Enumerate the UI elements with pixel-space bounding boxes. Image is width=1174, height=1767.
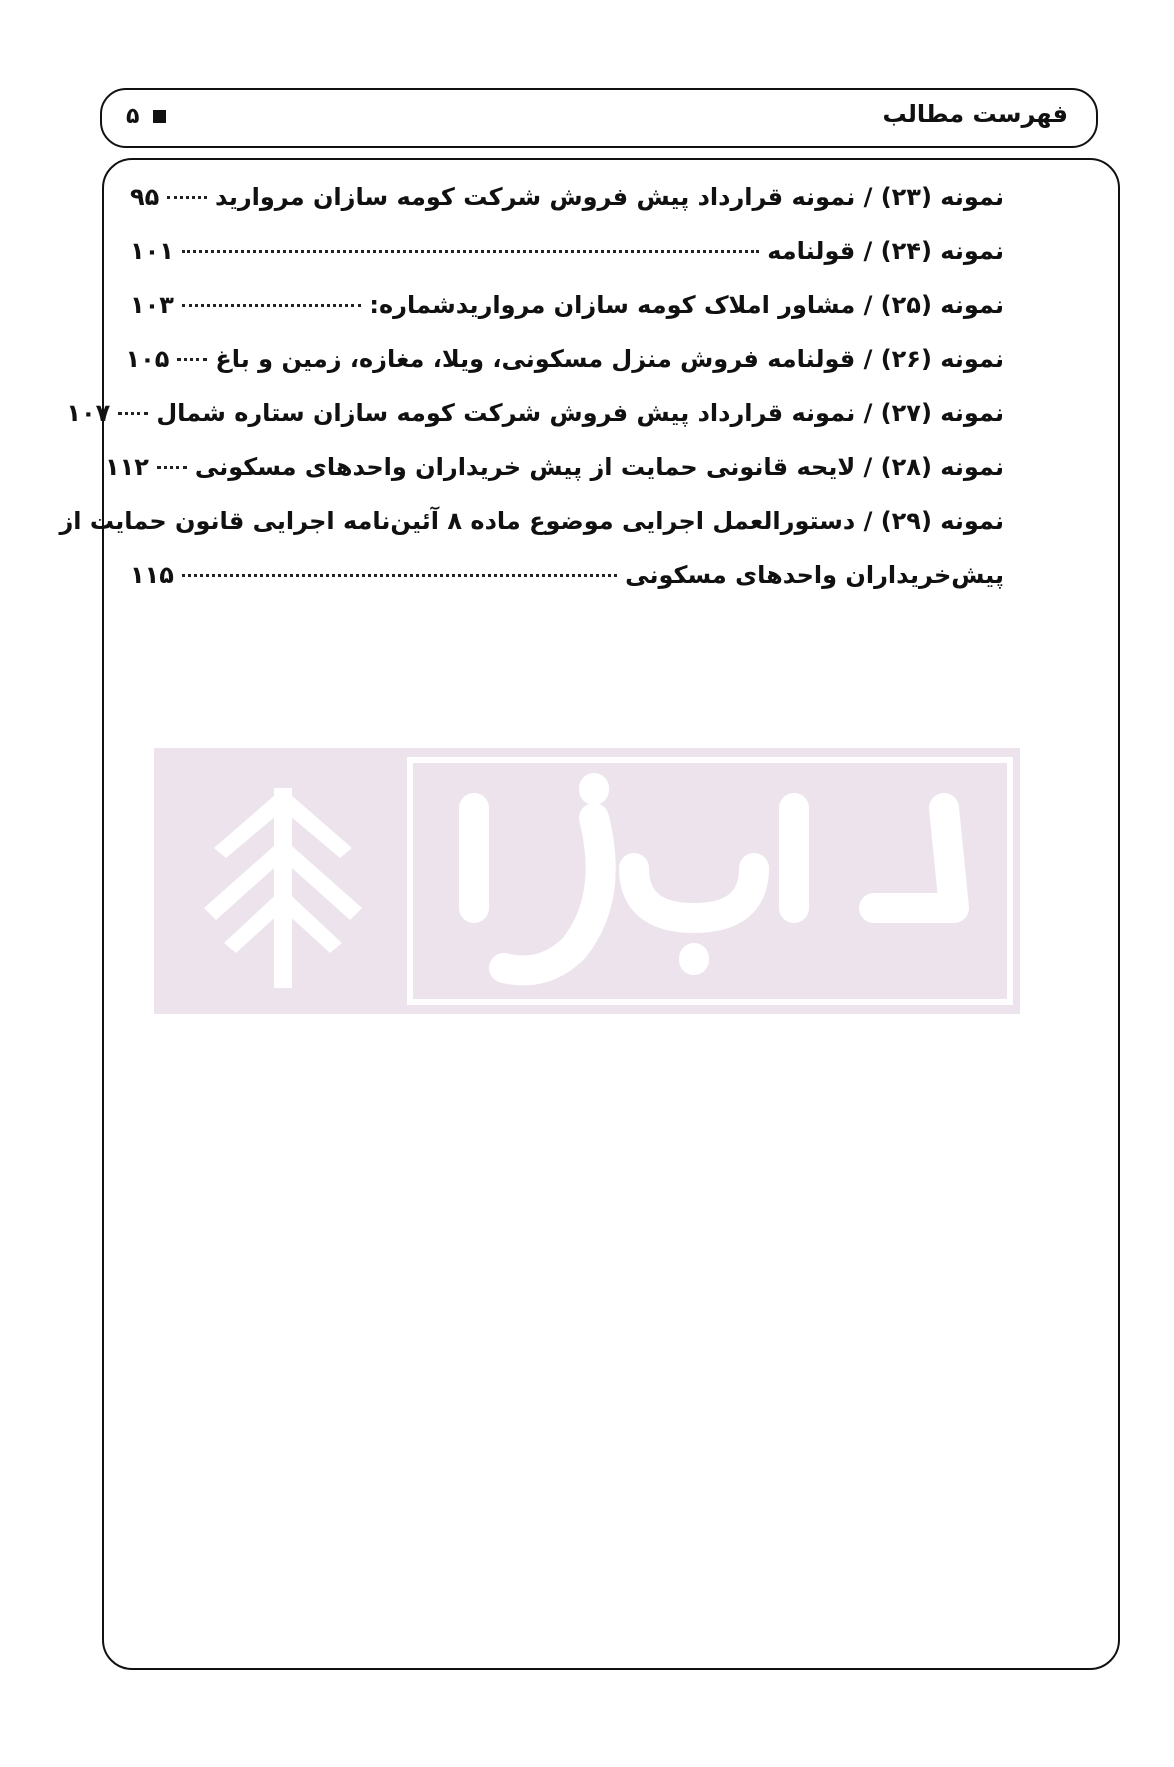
leader-dots bbox=[157, 466, 187, 469]
toc-entry-title: نمونه (۲۳) / نمونه قرارداد پیش فروش شرکت کومه سازان مروارید bbox=[214, 183, 1004, 211]
toc-entry[interactable] bbox=[104, 450, 1004, 504]
toc-entry[interactable] bbox=[66, 396, 1004, 450]
toc-entry-page: ۱۱۵ bbox=[130, 561, 174, 589]
toc-entry[interactable] bbox=[59, 504, 1004, 612]
toc-entry-title: نمونه (۲۶) / قولنامه فروش منزل مسکونی، ویلا، مغازه، زمین و باغ bbox=[215, 345, 1004, 373]
toc-entry-page: ۱۰۷ bbox=[66, 399, 111, 427]
toc-entry[interactable] bbox=[125, 342, 1004, 396]
leader-dots bbox=[182, 250, 759, 253]
toc-entry[interactable] bbox=[130, 288, 1004, 342]
toc-entry-title: نمونه (۲۴) / قولنامه bbox=[767, 237, 1004, 265]
toc-entry-page: ۱۰۱ bbox=[130, 237, 174, 265]
toc-entry-page: ۱۰۳ bbox=[130, 291, 174, 319]
toc-entry[interactable] bbox=[130, 234, 1004, 288]
dadbazar-watermark bbox=[154, 748, 1020, 1014]
leader-dots bbox=[177, 358, 207, 361]
leader-dots bbox=[182, 304, 361, 307]
toc-entry-page: ۱۱۲ bbox=[104, 453, 149, 481]
page-header bbox=[100, 88, 1098, 148]
toc-entry-page: ۱۰۵ bbox=[125, 345, 170, 373]
toc-entry-title: نمونه (۲۷) / نمونه قرارداد پیش فروش شرکت کومه سازان ستاره شمال bbox=[156, 399, 1004, 427]
header-page-indicator bbox=[126, 104, 166, 129]
toc-entry-title-line1: نمونه (۲۹) / دستورالعمل اجرایی موضوع ماده ۸ آئین‌نامه اجرایی قانون حمایت از bbox=[59, 507, 1004, 535]
leader-dots bbox=[167, 196, 207, 199]
toc-entry-title: پیش‌خریداران واحدهای مسکونی bbox=[625, 561, 1004, 589]
page-number: ۵ bbox=[126, 104, 140, 129]
square-bullet-icon bbox=[153, 110, 166, 123]
header-title: فهرست مطالب bbox=[882, 100, 1068, 128]
leader-dots bbox=[182, 574, 617, 577]
toc-entry[interactable] bbox=[130, 180, 1004, 234]
table-of-contents bbox=[59, 180, 1004, 612]
toc-entry-title: نمونه (۲۸) / لایحه قانونی حمایت از پیش خریداران واحدهای مسکونی bbox=[194, 453, 1004, 481]
leader-dots bbox=[118, 412, 148, 415]
toc-entry-page: ۹۵ bbox=[130, 183, 160, 211]
toc-entry-title: نمونه (۲۵) / مشاور املاک کومه سازان مرواریدشماره: bbox=[369, 291, 1004, 319]
